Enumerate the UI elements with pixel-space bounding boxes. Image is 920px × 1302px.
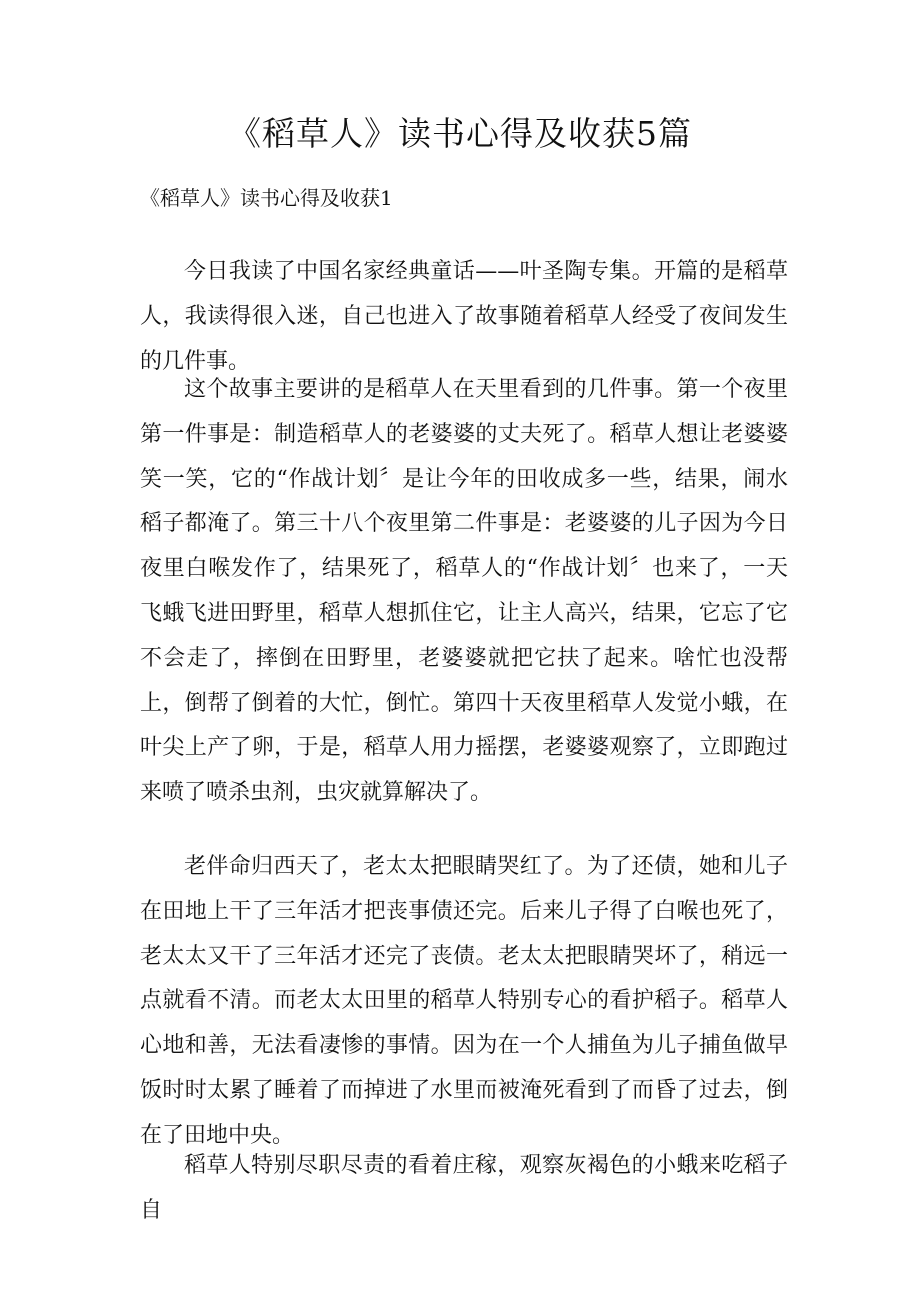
document-title: 《稻草人》读书心得及收获5篇 (228, 114, 692, 153)
section-heading: 《稻草人》读书心得及收获1 (140, 186, 393, 210)
paragraph-1: 今日我读了中国名家经典童话——叶圣陶专集。开篇的是稻草人，我读得很入迷，自己也进入了故事随着稻草人经受了夜间发生的几件事。 (140, 259, 788, 374)
paragraph-4: 稻草人特别尽职尽责的看着庄稼，观察灰褐色的小蛾来吃稻子自 (140, 1153, 788, 1223)
paragraph-3: 老伴命归西天了，老太太把眼睛哭红了。为了还债，她和儿子在田地上干了三年活才把丧事债还完。后来儿子得了白喉也死了，老太太又干了三年活才还完了丧债。老太太把眼睛哭坏了，稍远一点就看不清。而老太太田里的稻草人特别专心的看护稻子。稻草人心地和善，无法看凄惨的事情。因为在一个人捕鱼为儿子捕鱼做早饭时时太累了睡着了而掉进了水里而被淹死看到了而昏了过去，倒在了田地中央。 (140, 854, 788, 1148)
paragraph-2: 这个故事主要讲的是稻草人在天里看到的几件事。第一个夜里第一件事是：制造稻草人的老婆婆的丈夫死了。稻草人想让老婆婆笑一笑，它的“作战计划〞是让今年的田收成多一些，结果，闹水稻子都淹了。第三十八个夜里第二件事是：老婆婆的儿子因为今日夜里白喉发作了，结果死了，稻草人的“作战计划〞也来了，一天飞蛾飞进田野里，稻草人想抓住它，让主人高兴，结果，它忘了它不会走了，摔倒在田野里，老婆婆就把它扶了起来。啥忙也没帮上，倒帮了倒着的大忙，倒忙。第四十天夜里稻草人发觉小蛾，在叶尖上产了卵，于是，稻草人用力摇摆，老婆婆观察了，立即跑过来喷了喷杀虫剂，虫灾就算解决了。 (140, 377, 788, 806)
